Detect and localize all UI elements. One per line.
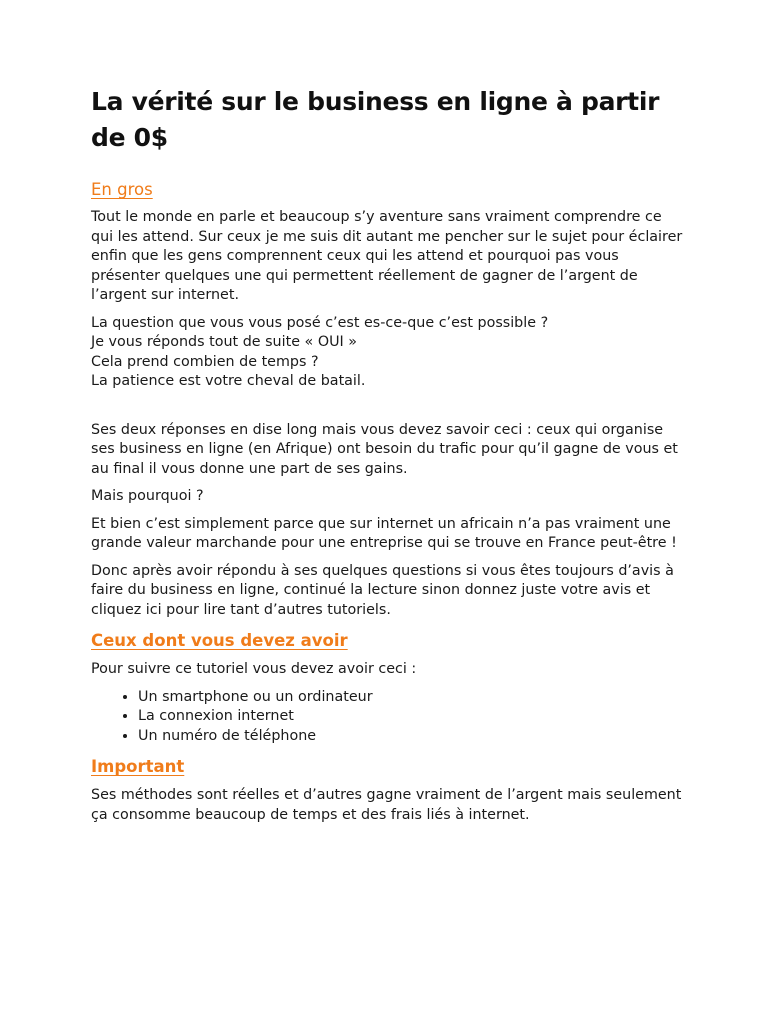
qa-line: La patience est votre cheval de batail. (91, 373, 366, 389)
requirements-list (91, 688, 683, 747)
spacer (91, 400, 683, 421)
paragraph-answers: Ses deux réponses en dise long mais vous devez savoir ceci : ceux qui organise ses business en ligne (en Afrique) ont besoin du trafic pour qu’il gagne de vous et au final il vous donne une part de ses gains. (91, 421, 678, 477)
paragraph-conclusion: Donc après avoir répondu à ses quelques questions si vous êtes toujours d’avis à faire du business en ligne, continué la lecture sinon donnez juste votre avis et cliquez ici pour lire tant d’autres tutoriels. (91, 562, 674, 618)
list-item: • Un numéro de téléphone (138, 727, 683, 747)
paragraph-requirements-intro: Pour suivre ce tutoriel vous devez avoir ceci : (91, 661, 417, 677)
paragraph-intro: Tout le monde en parle et beaucoup s’y aventure sans vraiment comprendre ce qui les attend. Sur ceux je me suis dit autant me pencher sur le sujet pour éclairer enfin que les gens comprennent ceux qui les attend et pourquoi pas vous présenter quelques une qui permettent réellement de gagner de l’argent de l’argent sur internet. (91, 209, 683, 303)
paragraph-explanation: Et bien c’est simplement parce que sur internet un africain n’a pas vraiment une grande valeur marchande pour une entreprise qui se trouve en France peut-être ! (91, 515, 677, 551)
qa-block (91, 314, 683, 392)
paragraph-question: Mais pourquoi ? (91, 488, 204, 504)
document-title: La vérité sur le business en ligne à partir de 0$ (91, 87, 660, 152)
qa-line: Cela prend combien de temps ? (91, 353, 319, 370)
heading-en-gros: En gros (91, 180, 153, 199)
qa-line: La question que vous vous posé c’est es-ce-que c’est possible ? (91, 314, 549, 331)
list-item: • Un smartphone ou un ordinateur (138, 688, 683, 708)
document-body (91, 84, 683, 833)
paragraph-important: Ses méthodes sont réelles et d’autres gagne vraiment de l’argent mais seulement ça consomme beaucoup de temps et des frais liés à internet. (91, 787, 682, 823)
qa-line: Je vous réponds tout de suite « OUI » (91, 334, 358, 350)
list-item: • La connexion internet (138, 707, 683, 727)
heading-important: Important (91, 757, 185, 776)
heading-requirements: Ceux dont vous devez avoir (91, 631, 348, 650)
